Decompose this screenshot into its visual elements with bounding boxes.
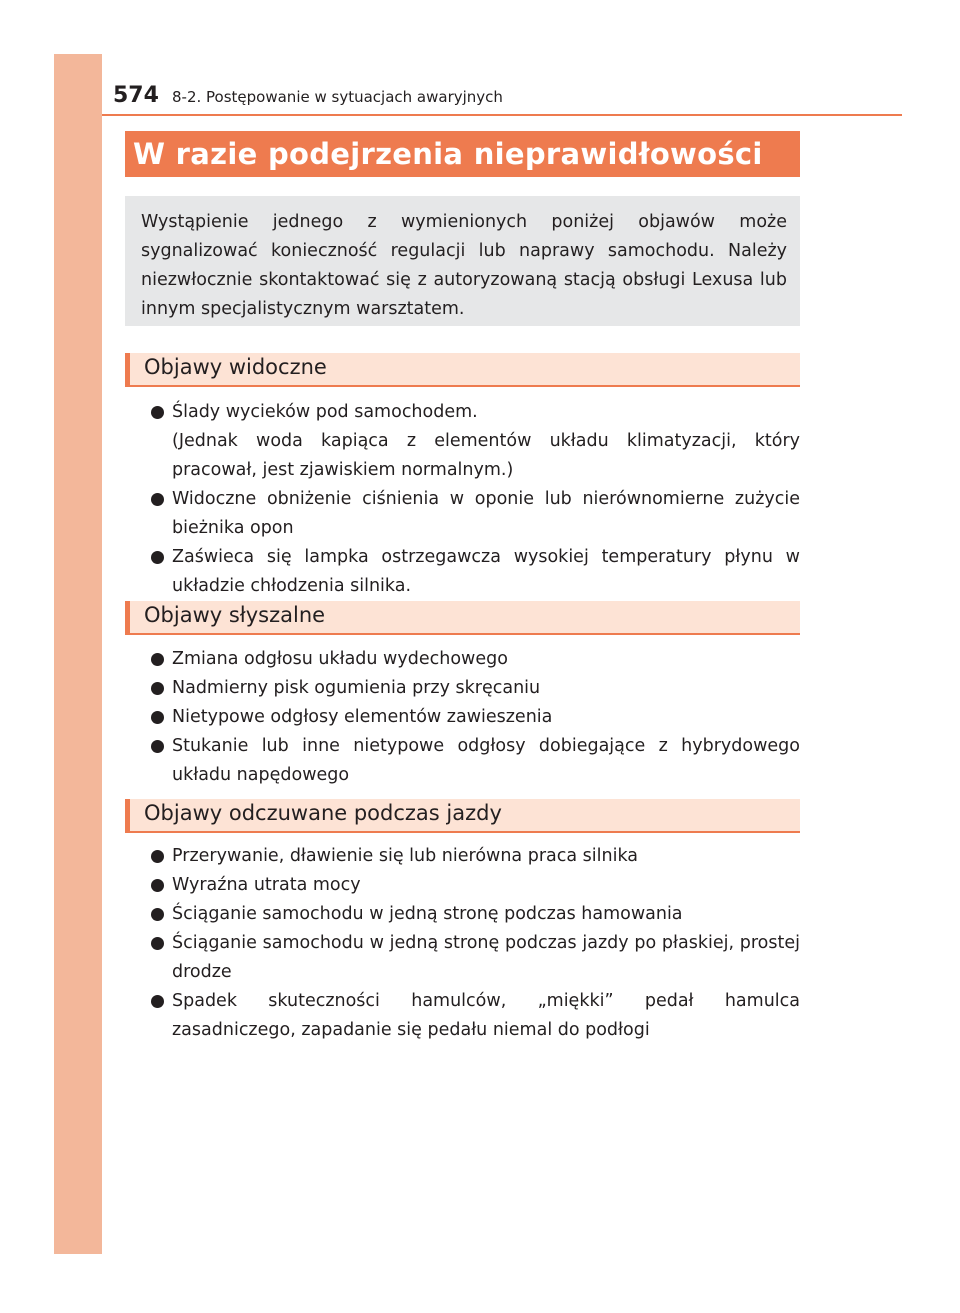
list-item [148, 842, 800, 871]
bullet-icon [151, 740, 164, 753]
list-item [148, 543, 800, 601]
bullet-icon [151, 937, 164, 950]
title-banner [125, 131, 800, 177]
list-item [148, 674, 800, 703]
section-heading-driving [125, 799, 800, 833]
chapter-running-head: 8-2. Postępowanie w sytuacjach awaryjnych [172, 88, 503, 106]
list-item [148, 732, 800, 790]
side-tab-bar [54, 54, 102, 1254]
bullet-icon [151, 908, 164, 921]
section-heading-label: Objawy odczuwane podczas jazdy [144, 801, 502, 825]
bullet-icon [151, 406, 164, 419]
list-item-text: Zmiana odgłosu układu wydechowego [172, 649, 508, 669]
bullet-icon [151, 711, 164, 724]
list-item-text: Zaświeca się lampka ostrzegawcza wysokiej temperatury płynu w układzie chłodzenia silnika. [172, 547, 800, 596]
bullet-icon [151, 682, 164, 695]
list-item [148, 398, 800, 485]
visible-symptoms-list [148, 398, 800, 601]
section-heading-label: Objawy widoczne [144, 355, 327, 379]
list-item-text: Spadek skuteczności hamulców, „miękki” pedał hamulca zasadniczego, zapadanie się pedału niemal do podłogi [172, 991, 800, 1040]
list-item [148, 485, 800, 543]
bullet-icon [151, 850, 164, 863]
list-item [148, 929, 800, 987]
list-item-text: Wyraźna utrata mocy [172, 875, 361, 895]
list-item-text: Ściąganie samochodu w jedną stronę podczas hamowania [172, 904, 683, 924]
list-item-note: (Jednak woda kapiąca z elementów układu klimatyzacji, który pracował, jest zjawiskiem normalnym.) [172, 431, 800, 480]
list-item [148, 987, 800, 1045]
bullet-icon [151, 653, 164, 666]
header-rule [102, 114, 902, 116]
page-title: W razie podejrzenia nieprawidłowości [133, 137, 763, 171]
bullet-icon [151, 995, 164, 1008]
list-item [148, 900, 800, 929]
section-heading-label: Objawy słyszalne [144, 603, 326, 627]
driving-symptoms-list [148, 842, 800, 1045]
bullet-icon [151, 879, 164, 892]
page-number: 574 [113, 83, 159, 108]
audible-symptoms-list [148, 645, 800, 790]
list-item-text: Ślady wycieków pod samochodem. [172, 402, 478, 422]
list-item-text: Nadmierny pisk ogumienia przy skręcaniu [172, 678, 541, 698]
section-heading-audible [125, 601, 800, 635]
bullet-icon [151, 551, 164, 564]
bullet-icon [151, 493, 164, 506]
intro-box [125, 196, 800, 326]
list-item [148, 703, 800, 732]
list-item-text: Nietypowe odgłosy elementów zawieszenia [172, 707, 553, 727]
section-heading-visible [125, 353, 800, 387]
list-item [148, 871, 800, 900]
list-item [148, 645, 800, 674]
list-item-text: Widoczne obniżenie ciśnienia w oponie lub nierównomierne zużycie bieżnika opon [172, 489, 800, 538]
list-item-text: Ściąganie samochodu w jedną stronę podczas jazdy po płaskiej, prostej drodze [172, 933, 800, 982]
list-item-text: Przerywanie, dławienie się lub nierówna praca silnika [172, 846, 638, 866]
intro-text: Wystąpienie jednego z wymienionych poniżej objawów może sygnalizować konieczność regulacji lub naprawy samochodu. Należy niezwłocznie skontaktować się z autoryzowaną stacją obsługi Lexusa lub innym specjalistycznym warsztatem. [141, 212, 787, 319]
list-item-text: Stukanie lub inne nietypowe odgłosy dobiegające z hybrydowego układu napędowego [172, 736, 800, 785]
